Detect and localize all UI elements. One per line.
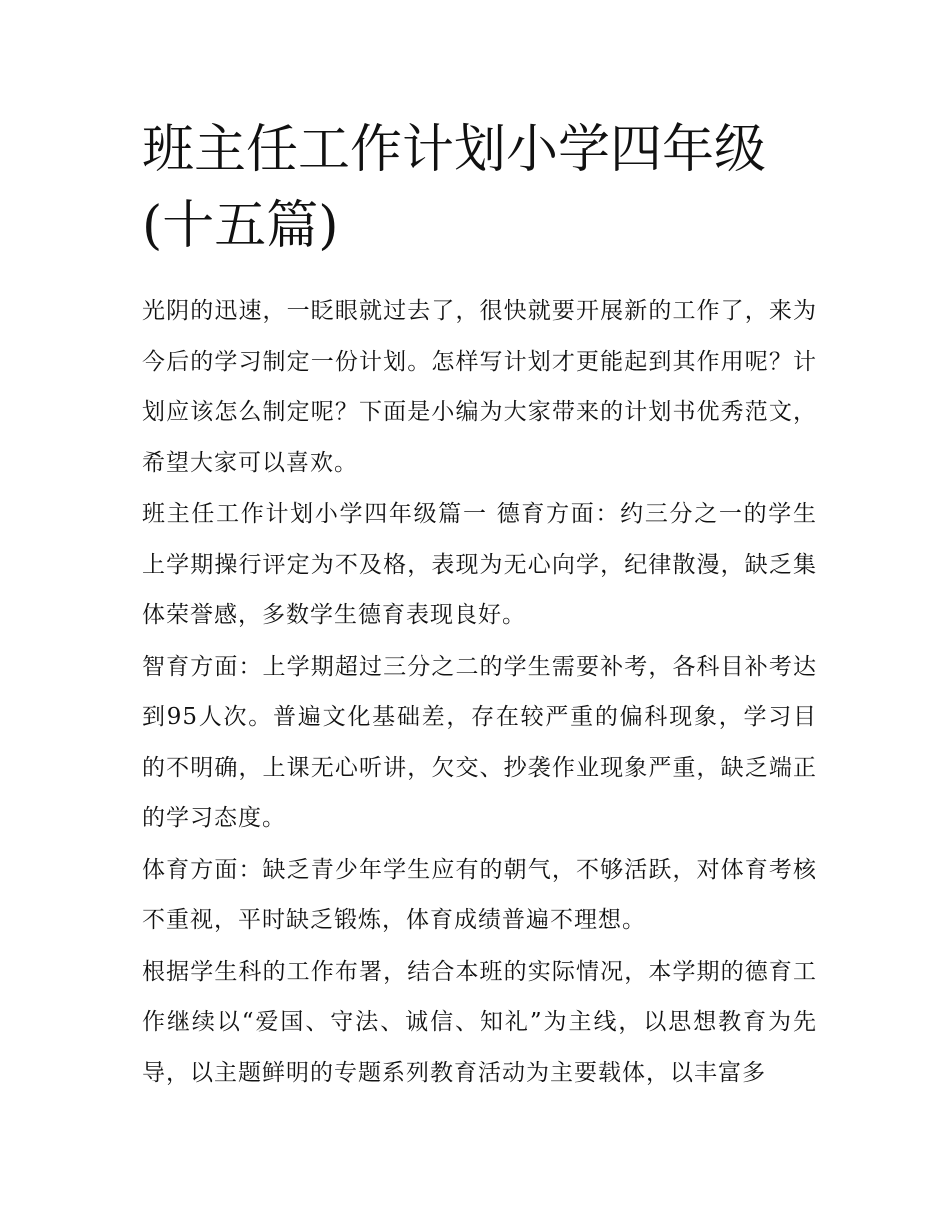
paragraph-intro: 光阴的迅速，一眨眼就过去了，很快就要开展新的工作了，来为今后的学习制定一份计划。怎样写计划才更能起到其作用呢？计划应该怎么制定呢？下面是小编为大家带来的计划书优秀范文，希望大家可以喜欢。 bbox=[142, 298, 817, 476]
paragraph-work-plan: 根据学生科的工作布署，结合本班的实际情况，本学期的德育工作继续以“爱国、守法、诚信、知礼”为主线，以思想教育为先导，以主题鲜明的专题系列教育活动为主要载体，以丰富多 bbox=[142, 958, 817, 1086]
paragraph-moral-education: 班主任工作计划小学四年级篇一 德育方面：约三分之一的学生上学期操行评定为不及格，表现为无心向学，纪律散漫，缺乏集体荣誉感，多数学生德育表现良好。 bbox=[142, 501, 817, 628]
document-title: 班主任工作计划小学四年级(十五篇) bbox=[142, 120, 767, 256]
document-page bbox=[142, 112, 817, 1099]
paragraph-intellectual-education: 智育方面：上学期超过三分之二的学生需要补考，各科目补考达到95人次。普遍文化基础差，存在较严重的偏科现象，学习目的不明确，上课无心听讲，欠交、抄袭作业现象严重，缺乏端正的学习态度。 bbox=[142, 653, 817, 831]
paragraph-physical-education: 体育方面：缺乏青少年学生应有的朝气，不够活跃，对体育考核不重视，平时缺乏锻炼，体育成绩普遍不理想。 bbox=[142, 856, 817, 933]
